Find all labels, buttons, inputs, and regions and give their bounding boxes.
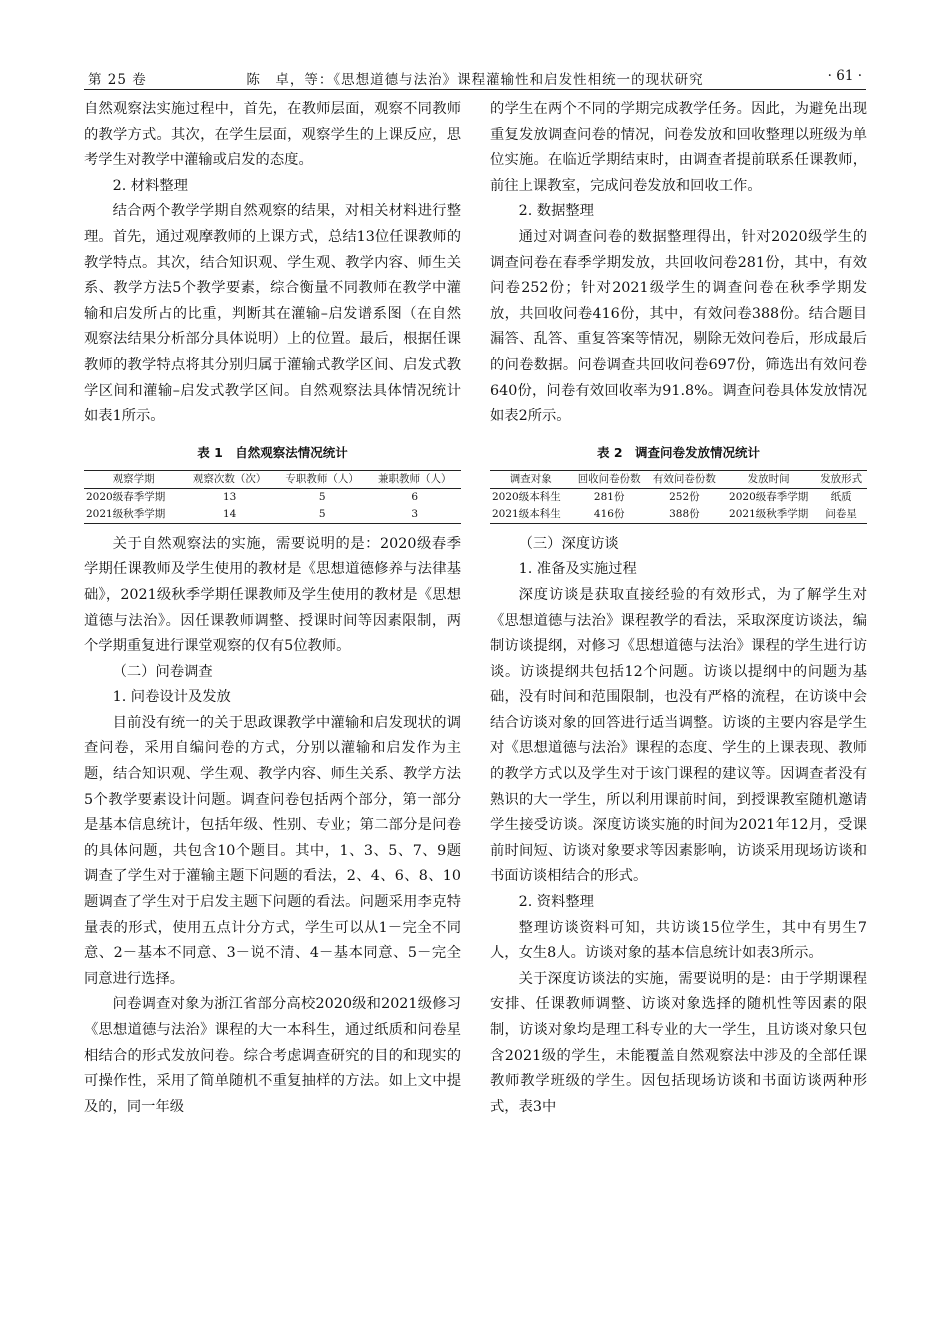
section-heading: 2. 材料整理 [112,177,188,194]
table-cell: 2020级春季学期 [86,490,166,503]
section-heading: 1. 准备及实施过程 [518,561,637,578]
running-header [84,64,866,90]
paragraph: 目前没有统一的关于思政课教学中灌输和启发现状的调查问卷，采用自编问卷的方式，分别以灌输和启发作为主题，结合知识观、学生观、教学内容、师生关系、教学方法5个教学要素设计问题。调查问卷包括两个部分，第一部分是基本信息统计，包括年级、性别、专业；第二部分是问卷的具体问题，共包含10个题目。其中，1、3、5、7、9题调查了学生对于灌输主题下问题的看法，2、4、6、8、10题调查了学生对于启发主题下问题的看法。问题采用李克特量表的形式，使用五点计分方式，学生可以从1－完全不同意、2－基本不同意、3－说不清、4－基本同意、5－完全同意进行选择。 [84,714,461,987]
table-header-cell: 兼职教师（人） [377,472,452,485]
table-row [84,488,461,506]
table-cell: 3 [411,507,419,520]
paragraph: 问卷调查对象为浙江省部分高校2020级和2021级修习《思想道德与法治》课程的大一本科生，通过纸质和问卷星相结合的形式发放问卷。综合考虑调查研究的目的和现实的可操作性，采用了简单随机不重复抽样的方法。如上文中提及的，同一年级 [84,996,461,1115]
table-cell: 388份 [669,507,700,520]
volume-label: 第 25 卷 [88,72,147,88]
table-row [490,506,867,524]
table-header-cell: 调查对象 [509,472,552,485]
section-heading: （三）深度访谈 [518,535,619,552]
paragraph: 关于深度访谈法的实施，需要说明的是：由于学期课程安排、任课教师调整、访谈对象选择的随机性等因素的限制，访谈对象均是理工科专业的大一学生，且访谈对象只包含2021级的学生，未能覆盖自然观察法中涉及的全部任课教师教学班级的学生。因包括现场访谈和书面访谈两种形式，表3中 [490,970,867,1115]
page-number: · 61 · [827,68,862,84]
paragraph: 通过对调查问卷的数据整理得出，针对2020级学生的调查问卷在春季学期发放，共回收问卷281份，其中，有效问卷252份；针对2021级学生的调查问卷在秋季学期发放，共回收问卷416份，其中，有效问卷388份。结合题目漏答、乱答、重复答案等情况，剔除无效问卷后，形成最后的问卷数据。问卷调查共回收问卷697份，筛选出有效问卷640份，问卷有效回收率为91.8%。调查问卷具体发放情况如表2所示。 [490,228,867,425]
section-heading: 2. 数据整理 [518,203,594,220]
table-cell: 252份 [669,490,700,503]
paragraph: 自然观察法实施过程中，首先，在教师层面，观察不同教师的教学方式。其次，在学生层面，观察学生的上课反应，思考学生对教学中灌输或启发的态度。 [84,101,461,169]
table-2 [490,470,867,524]
table-cell: 2021级秋季学期 [729,507,809,520]
table-cell: 6 [411,490,419,503]
table-cell: 2021级本科生 [492,507,561,520]
table-cell: 5 [318,490,326,503]
table-row [84,506,461,524]
table-cell: 问卷星 [825,507,857,520]
paragraph: 的学生在两个不同的学期完成教学任务。因此，为避免出现重复发放调查问卷的情况，问卷发放和回收整理以班级为单位实施。在临近学期结束时，由调查者提前联系任课教师，前往上课教室，完成问卷发放和回收工作。 [490,101,867,194]
table-cell: 纸质 [830,490,852,503]
table-cell: 5 [318,507,326,520]
table-header-cell: 专职教师（人） [285,472,359,485]
table-header-cell: 发放时间 [747,472,790,485]
table-header-cell: 发放形式 [820,472,863,485]
right-column [490,97,867,1120]
table-header-cell: 回收问卷份数 [577,472,641,485]
paragraph: 深度访谈是获取直接经验的有效形式，为了解学生对《思想道德与法治》课程教学的看法，采取深度访谈法，编制访谈提纲，对修习《思想道德与法治》课程的学生进行访谈。访谈提纲共包括12个问题。访谈以提纲中的问题为基础，没有时间和范围限制，也没有严格的流程，在访谈中会结合访谈对象的回答进行适当调整。访谈的主要内容是学生对《思想道德与法治》课程的态度、学生的上课表现、教师的教学方式以及学生对于该门课程的建议等。因调查者没有熟识的大一学生，所以利用课前时间，到授课教室随机邀请学生接受访谈。深度访谈实施的时间为2021年12月，受课前时间短、访谈对象要求等因素影响，访谈采用现场访谈和书面访谈相结合的形式。 [490,586,867,885]
section-heading: 2. 资料整理 [518,894,594,911]
paragraph: 结合两个教学学期自然观察的结果，对相关材料进行整理。首先，通过观摩教师的上课方式，总结13位任课教师的教学特点。其次，结合知识观、学生观、教学内容、师生关系、教学方法5个教学要素，综合衡量不同教师在教学中灌输和启发所占的比重，判断其在灌输–启发谱系图（在自然观察法结果分析部分具体说明）上的位置。最后，根据任课教师的教学特点将其分别归属于灌输式教学区间、启发式教学区间和灌输–启发式教学区间。自然观察法具体情况统计如表1所示。 [84,203,461,425]
table-row [490,488,867,506]
table-cell: 2020级本科生 [492,490,561,503]
paragraph: 关于自然观察法的实施，需要说明的是：2020级春季学期任课教师及学生使用的教材是《思想道德修养与法律基础》，2021级秋季学期任课教师及学生使用的教材是《思想道德与法治》。因任课教师调整、授课时间等因素限制，两个学期重复进行课堂观察的仅有5位教师。 [84,535,461,655]
table-cell: 14 [222,507,237,520]
left-column [84,97,461,1120]
running-title: 陈 卓，等：《思想道德与法治》课程灌输性和启发性相统一的现状研究 [246,72,704,88]
table-caption: 表 1 自然观察法情况统计 [197,444,348,460]
header-rule [84,89,866,90]
table-header-cell: 观察学期 [112,472,155,485]
table-cell: 281份 [593,490,625,503]
table-1 [84,470,461,524]
table-cell: 2021级秋季学期 [86,507,166,520]
paragraph: 整理访谈资料可知，共访谈15位学生，其中有男生7人，女生8人。访谈对象的基本信息统计如表3所示。 [490,919,867,962]
table-header-cell: 有效问卷份数 [652,472,716,485]
table-cell: 2020级春季学期 [729,490,809,503]
section-heading: 1. 问卷设计及发放 [112,689,231,706]
table-cell: 416份 [593,507,625,520]
table-caption: 表 2 调查问卷发放情况统计 [596,444,761,460]
table-header-cell: 观察次数（次） [192,472,267,485]
section-heading: （二）问卷调查 [112,663,213,680]
table-cell: 13 [222,490,237,503]
